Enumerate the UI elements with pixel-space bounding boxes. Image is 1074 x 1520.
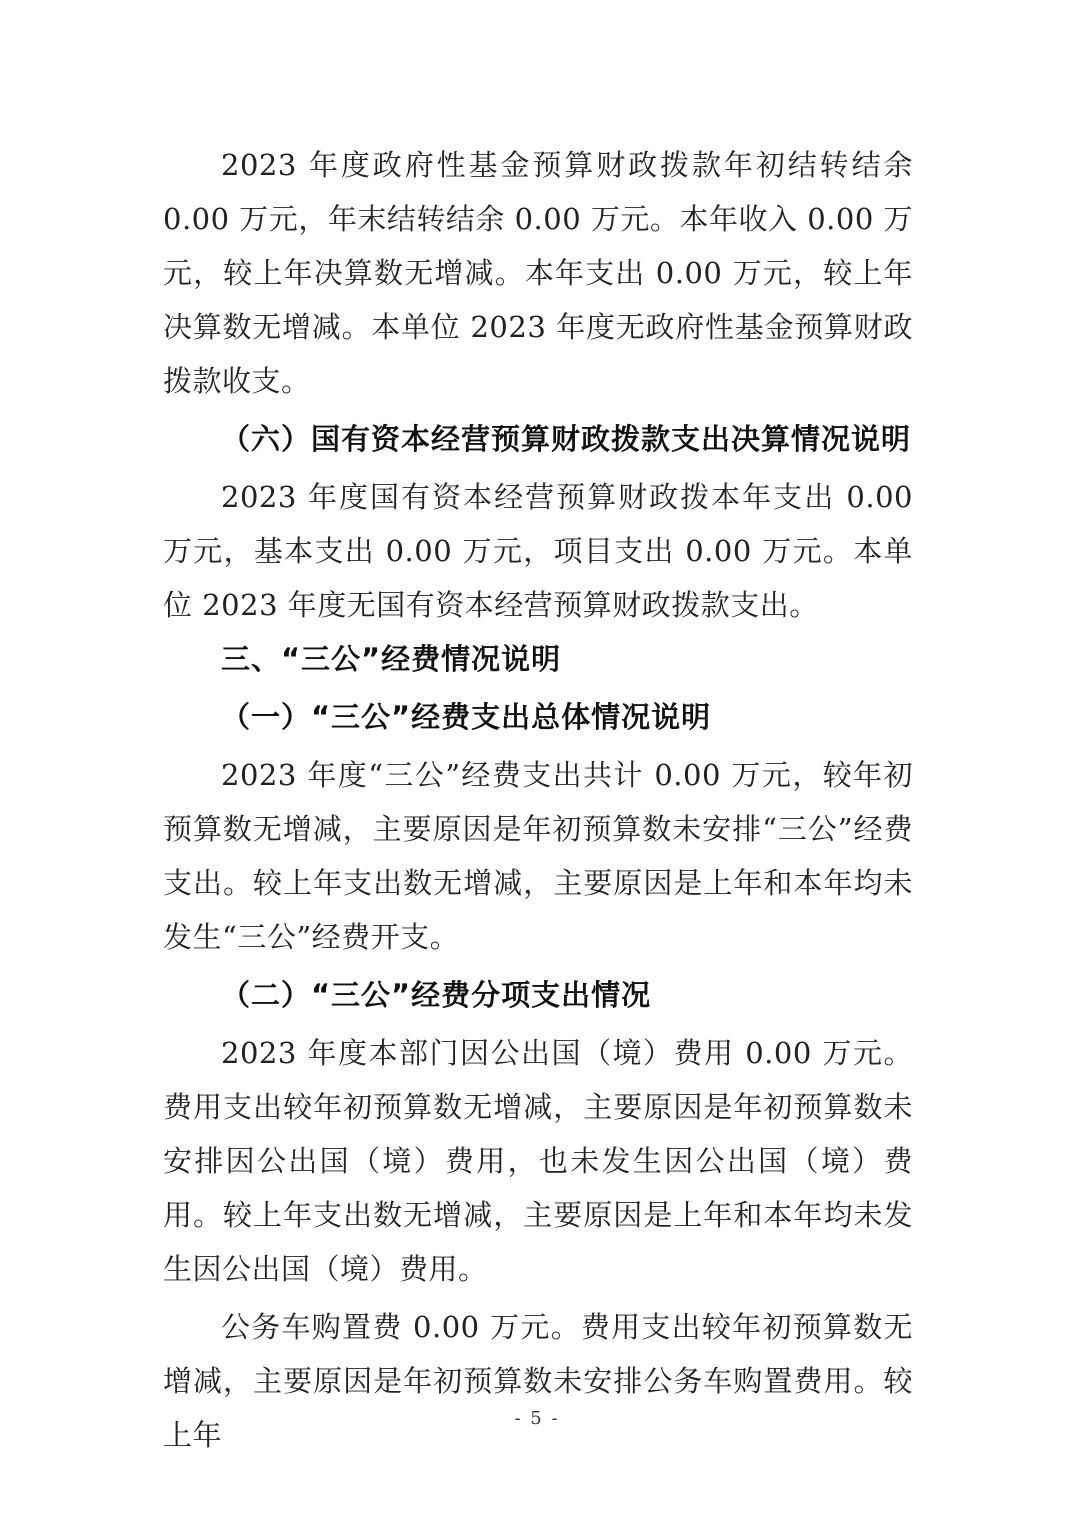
paragraph-overall: 2023 年度“三公”经费支出共计 0.00 万元，较年初预算数无增减，主要原因是年初预算数未安排“三公”经费支出。较上年支出数无增减，主要原因是上年和本年均未发生“三公”经费开支。: [163, 758, 913, 954]
paragraph-government-fund: 2023 年度政府性基金预算财政拨款年初结转结余 0.00 万元，年末结转结余 0.00 万元。本年收入 0.00 万元，较上年决算数无增减。本年支出 0.00 万元，较上年决算数无增减。本单位 2023 年度无政府性基金预算财政拨款收支。: [163, 148, 913, 398]
page-number: - 5 -: [514, 1408, 560, 1429]
subsection-heading-overall: （一）“三公”经费支出总体情况说明: [221, 700, 712, 734]
section-heading-state-capital: （六）国有资本经营预算财政拨款支出决算情况说明: [221, 422, 912, 456]
paragraph-overseas-travel: 2023 年度本部门因公出国（境）费用 0.00 万元。费用支出较年初预算数无增减，主要原因是年初预算数未安排因公出国（境）费用，也未发生因公出国（境）费用。较上年支出数无增减，主要原因是上年和本年均未发生因公出国（境）费用。: [163, 1036, 913, 1286]
subsection-heading-itemized: （二）“三公”经费分项支出情况: [221, 978, 652, 1012]
document-body: [163, 138, 913, 1462]
section-heading-three-public: 三、“三公”经费情况说明: [221, 642, 562, 676]
paragraph-state-capital: 2023 年度国有资本经营预算财政拨本年支出 0.00 万元，基本支出 0.00 万元，项目支出 0.00 万元。本单位 2023 年度无国有资本经营预算财政拨款支出。: [163, 480, 913, 622]
paragraph-vehicle-purchase: 公务车购置费 0.00 万元。费用支出较年初预算数无增减，主要原因是年初预算数未安排公务车购置费用。较上年: [163, 1310, 913, 1452]
